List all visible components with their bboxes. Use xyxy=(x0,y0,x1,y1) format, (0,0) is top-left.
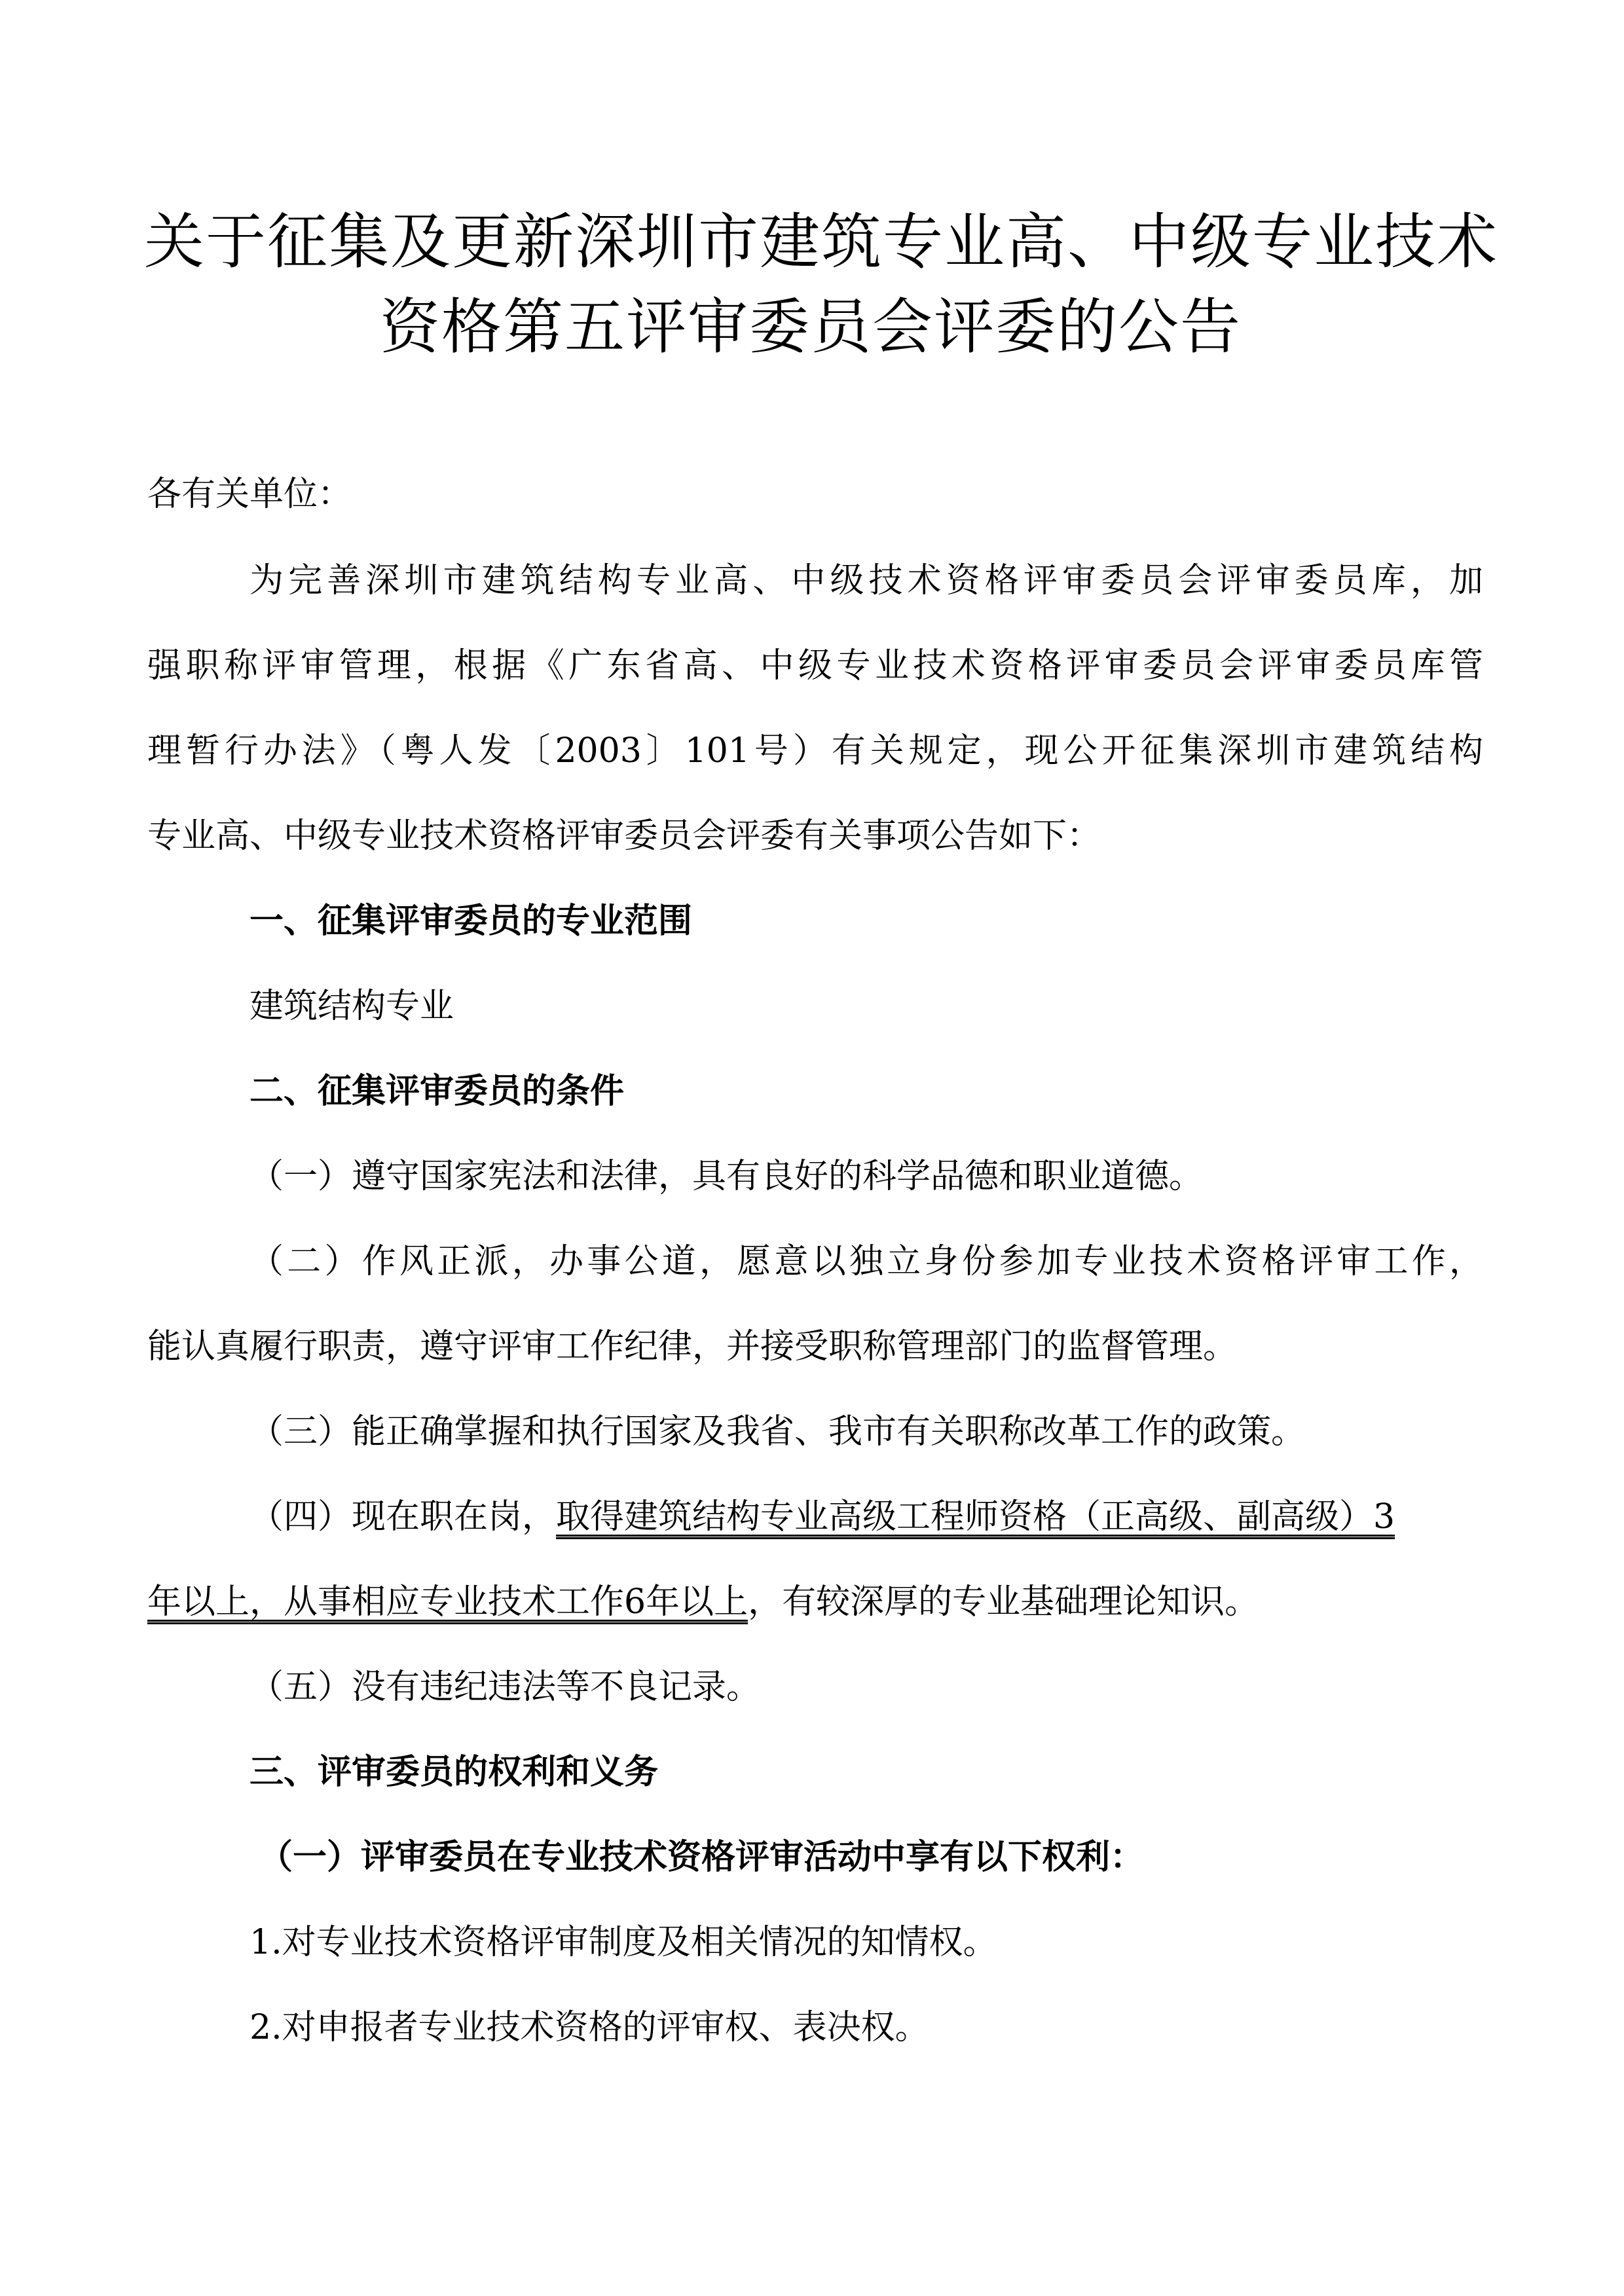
condition-item-4-line-1 xyxy=(147,1494,1483,1540)
condition-item-5: （五）没有违纪违法等不良记录。 xyxy=(249,1667,761,1707)
condition-item-2-line-2: 能认真履行职责，遵守评审工作纪律，并接受职称管理部门的监督管理。 xyxy=(147,1327,1238,1366)
condition-item-4-line-2 xyxy=(147,1579,1483,1625)
section-3-heading: 三、评审委员的权利和义务 xyxy=(249,1752,659,1792)
condition-item-4-underlined-1: 取得建筑结构专业高级工程师资格（正高级、副高级）3 xyxy=(556,1497,1395,1537)
intro-line-2: 强职称评审管理，根据《广东省高、中级专业技术资格评审委员会评审委员库管 xyxy=(147,646,1483,685)
document-title-line-1: 关于征集及更新深圳市建筑专业高、中级专业技术 xyxy=(144,207,1499,277)
intro-line-3: 理暂行办法》（粤人发〔2003〕101号）有关规定，现公开征集深圳市建筑结构 xyxy=(147,731,1483,771)
condition-item-2-line-1: （二）作风正派，办事公道，愿意以独立身份参加专业技术资格评审工作， xyxy=(249,1242,1483,1281)
section-3-subheading: （一）评审委员在专业技术资格评审活动中享有以下权利： xyxy=(259,1837,1145,1877)
condition-item-4-suffix: ，有较深厚的专业基础理论知识。 xyxy=(748,1582,1259,1622)
condition-item-4-prefix: （四）现在职在岗， xyxy=(249,1497,557,1537)
rights-item-1: 1.对专业技术资格评审制度及相关情况的知情权。 xyxy=(249,1923,997,1962)
condition-item-1: （一）遵守国家宪法和法律，具有良好的科学品德和职业道德。 xyxy=(249,1157,1204,1196)
section-2-heading: 二、征集评审委员的条件 xyxy=(249,1071,625,1111)
section-1-body: 建筑结构专业 xyxy=(249,987,454,1026)
section-1-heading: 一、征集评审委员的专业范围 xyxy=(249,901,693,941)
document-title-line-2: 资格第五评审委员会评委的公告 xyxy=(380,292,1242,362)
rights-item-2: 2.对申报者专业技术资格的评审权、表决权。 xyxy=(249,2008,929,2047)
condition-item-3: （三）能正确掌握和执行国家及我省、我市有关职称改革工作的政策。 xyxy=(249,1412,1306,1451)
salutation: 各有关单位： xyxy=(147,475,352,514)
condition-item-4-underlined-2: 年以上，从事相应专业技术工作6年以上 xyxy=(147,1582,748,1622)
intro-line-4: 专业高、中级专业技术资格评审委员会评委有关事项公告如下： xyxy=(147,816,1101,856)
intro-line-1: 为完善深圳市建筑结构专业高、中级技术资格评审委员会评审委员库，加 xyxy=(249,561,1483,600)
